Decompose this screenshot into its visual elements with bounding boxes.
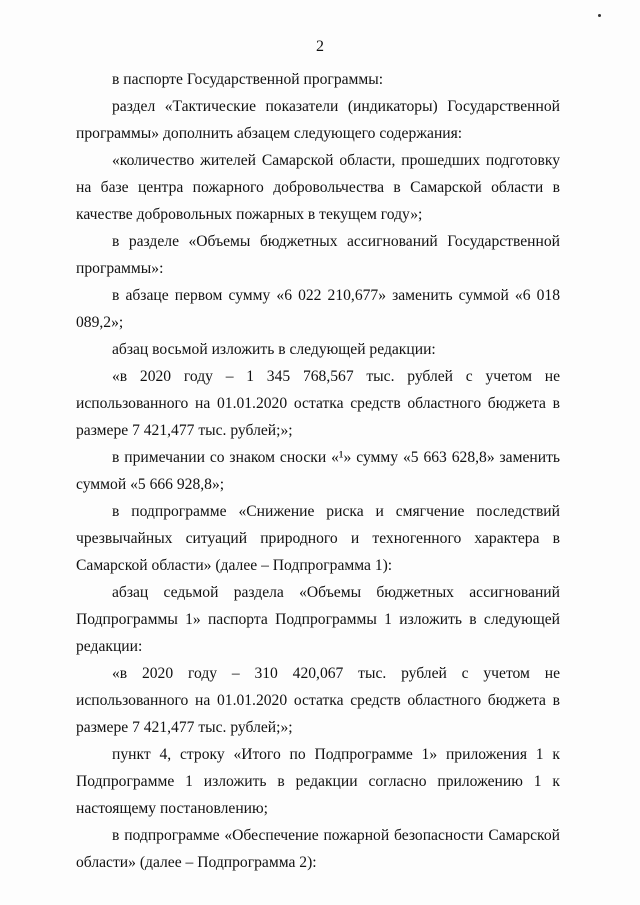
paragraph-11: «в 2020 году – 310 420,067 тыс. рублей с учетом не использованного на 01.01.2020 остатка средств областного бюджета в размере 7 421,477 тыс. рублей;»;	[76, 665, 560, 736]
paragraph-12: пункт 4, строку «Итого по Подпрограмме 1» приложения 1 к Подпрограмме 1 изложить в редакции согласно приложению 1 к настоящему постановлению;	[76, 746, 560, 817]
page-number: 2	[316, 38, 324, 55]
paragraph-5: в абзаце первом сумму «6 022 210,677» заменить суммой «6 018 089,2»;	[76, 287, 560, 331]
paragraph-10: абзац седьмой раздела «Объемы бюджетных ассигнований Подпрограммы 1» паспорта Подпрограммы 1 изложить в следующей редакции:	[76, 584, 560, 655]
scan-speck	[598, 14, 601, 17]
paragraph-13: в подпрограмме «Обеспечение пожарной безопасности Самарской области» (далее – Подпрограмма 2):	[76, 827, 560, 871]
paragraph-7: «в 2020 году – 1 345 768,567 тыс. рублей с учетом не использованного на 01.01.2020 остатка средств областного бюджета в размере 7 421,477 тыс. рублей;»;	[76, 368, 560, 439]
paragraph-9: в подпрограмме «Снижение риска и смягчение последствий чрезвычайных ситуаций природного и техногенного характера в Самарской области» (далее – Подпрограмма 1):	[76, 503, 560, 574]
paragraph-6: абзац восьмой изложить в следующей редакции:	[112, 341, 436, 358]
paragraph-8: в примечании со знаком сноски «¹» сумму «5 663 628,8» заменить суммой «5 666 928,8»;	[76, 449, 560, 493]
paragraph-3: «количество жителей Самарской области, прошедших подготовку на базе центра пожарного добровольчества в Самарской области в качестве добровольных пожарных в текущем году»;	[76, 152, 560, 223]
paragraph-4: в разделе «Объемы бюджетных ассигнований Государственной программы»:	[76, 233, 560, 277]
paragraph-2: раздел «Тактические показатели (индикаторы) Государственной программы» дополнить абзацем следующего содержания:	[76, 98, 560, 142]
document-body	[76, 66, 560, 876]
paragraph-1: в паспорте Государственной программы:	[112, 71, 384, 88]
